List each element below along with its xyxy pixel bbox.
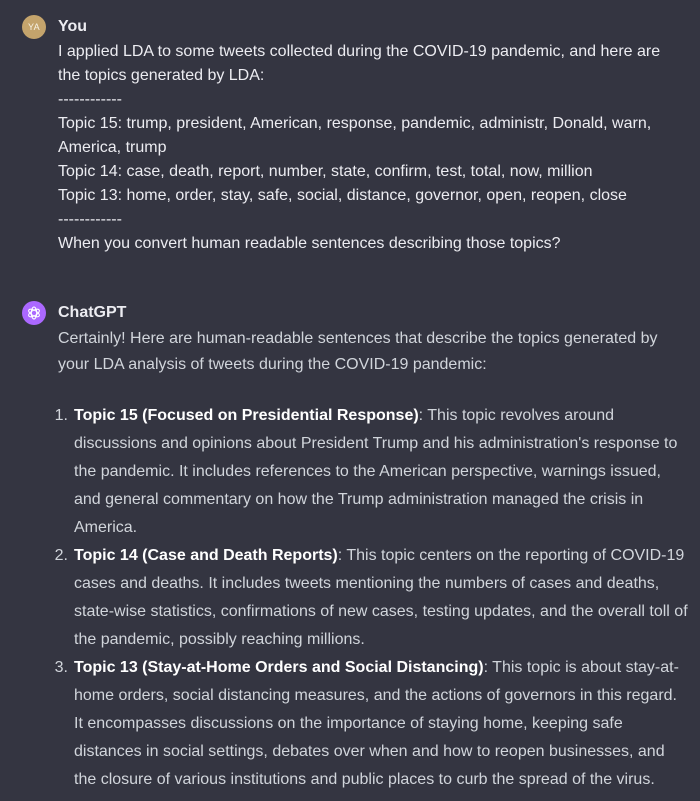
user-line: I applied LDA to some tweets collected during the COVID-19 pandemic, and here are [58, 43, 661, 60]
user-line: the topics generated by LDA: [58, 67, 265, 84]
list-item-text [74, 542, 688, 654]
user-line: Topic 15: trump, president, American, response, pandemic, administr, Donald, warn, [58, 115, 652, 132]
user-name: You [58, 18, 88, 35]
list-item [54, 542, 688, 654]
user-line: Topic 14: case, death, report, number, state, confirm, test, total, now, million [58, 163, 593, 180]
topic-list [54, 402, 688, 794]
assistant-avatar [22, 301, 46, 325]
topic-title: Topic 15 (Focused on Presidential Response) [74, 407, 419, 424]
assistant-message [22, 300, 688, 801]
user-line: When you convert human readable sentences describing those topics? [58, 235, 561, 252]
list-number: 2. [54, 547, 68, 564]
list-item-text [74, 402, 688, 542]
user-author-row [22, 14, 688, 40]
assistant-name: ChatGPT [58, 304, 127, 321]
assistant-author-row [22, 300, 688, 326]
list-number: 1. [54, 407, 68, 424]
topic-title: Topic 14 (Case and Death Reports) [74, 547, 338, 564]
list-item [54, 402, 688, 542]
user-avatar [22, 15, 46, 39]
user-avatar-initials: YA [28, 22, 40, 32]
user-line: ------------ [58, 91, 122, 108]
user-line: America, trump [58, 139, 167, 156]
list-number: 3. [54, 659, 68, 676]
topic-description: : This topic is about stay-at-home orders, social distancing measures, and the actions of governors in this regard. It encompasses discussions on the importance of staying home, keeping safe distances in social settings, debates over when and how to reopen businesses, and the closure of various institutions and public places to curb the spread of the virus. [74, 659, 679, 788]
list-item-text [74, 654, 688, 794]
topic-description: : This topic centers on the reporting of COVID-19 cases and deaths. It includes tweets mentioning the numbers of cases and deaths, state-wise statistics, confirmations of new cases, testing updates, and the overall toll of the pandemic, possibly reaching millions. [74, 547, 688, 648]
user-message [22, 14, 688, 256]
list-item [54, 654, 688, 794]
user-message-body [58, 40, 688, 256]
assistant-message-body [54, 326, 688, 794]
user-line: ------------ [58, 211, 122, 228]
openai-logo-icon [26, 305, 42, 321]
topic-description: : This topic revolves around discussions and opinions about President Trump and his administration's response to the pandemic. It includes references to the American perspective, warnings issued, and general commentary on how the Trump administration managed the crisis in America. [74, 407, 678, 536]
assistant-intro: Certainly! Here are human-readable sentences that describe the topics generated by your LDA analysis of tweets during the COVID-19 pandemic: [58, 330, 658, 373]
user-line: Topic 13: home, order, stay, safe, social, distance, governor, open, reopen, close [58, 187, 627, 204]
topic-title: Topic 13 (Stay-at-Home Orders and Social Distancing) [74, 659, 484, 676]
